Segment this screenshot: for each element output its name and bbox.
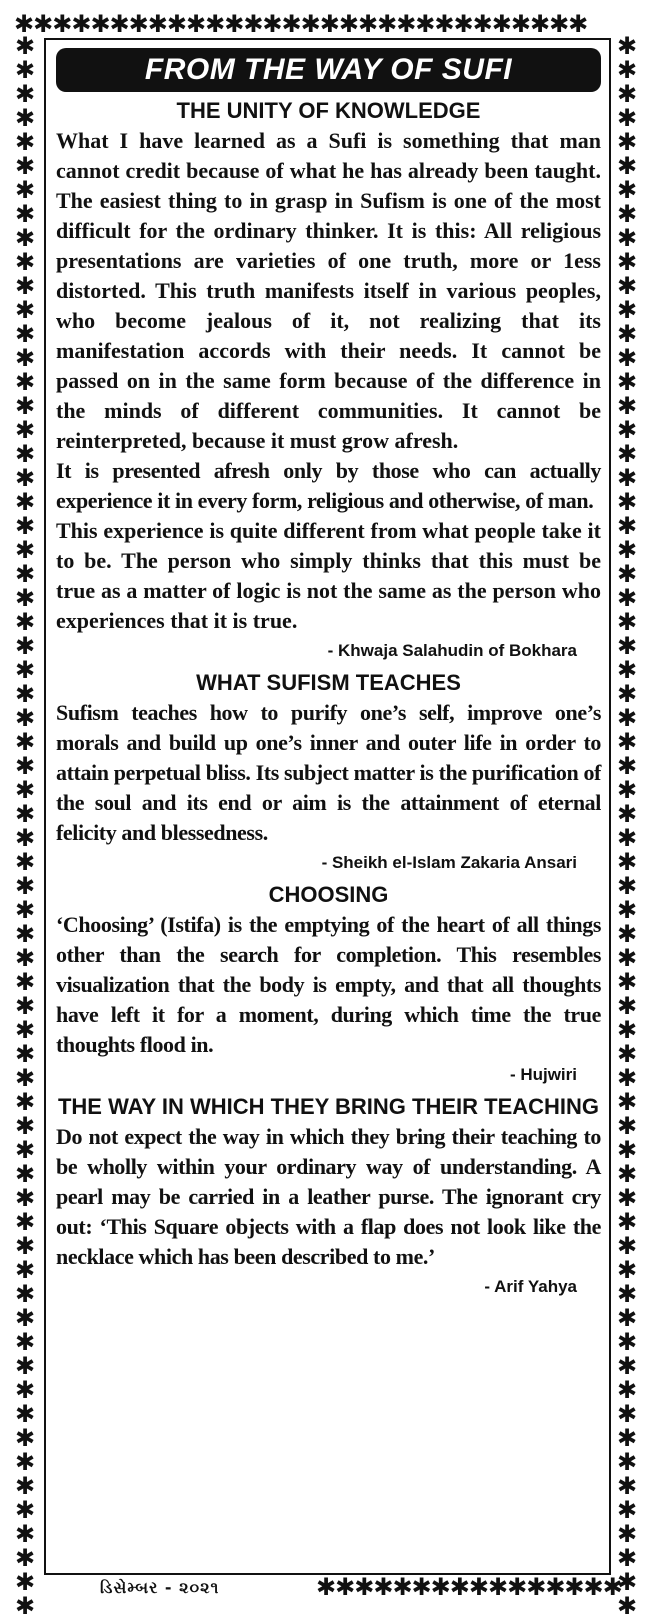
border-bottom-asterisks: ✱✱✱✱✱✱✱✱✱✱✱✱✱✱✱✱ bbox=[316, 1573, 622, 1601]
attribution: - Arif Yahya bbox=[484, 1277, 577, 1296]
section-way-they-bring-teaching bbox=[56, 1094, 601, 1300]
paragraph: It is presented afresh only by those who can actually experience it in every form, religious and otherwise, of man. bbox=[56, 458, 601, 513]
footer-date: ડિસેમ્બર - ૨૦૨૧ bbox=[100, 1578, 220, 1597]
section-heading: THE UNITY OF KNOWLEDGE bbox=[176, 98, 481, 123]
page-title-banner bbox=[56, 48, 601, 92]
attribution: - Khwaja Salahudin of Bokhara bbox=[327, 641, 577, 660]
border-right-asterisks: ✱✱✱✱✱✱✱✱✱✱✱✱✱✱✱✱✱✱✱✱✱✱✱✱✱✱✱✱✱✱✱✱✱✱✱✱✱✱✱✱✱✱✱✱✱✱✱✱✱✱✱✱✱✱✱✱✱✱✱✱✱✱✱✱✱✱ bbox=[616, 32, 638, 1620]
section-choosing bbox=[56, 882, 601, 1088]
section-heading: CHOOSING bbox=[268, 882, 389, 907]
paragraph: This experience is quite different from what people take it to be. The person who simply thinks that this must be true as a matter of logic is not the same as the person who experiences that it is true. bbox=[56, 518, 601, 633]
border-top-asterisks: ✱✱✱✱✱✱✱✱✱✱✱✱✱✱✱✱✱✱✱✱✱✱✱✱✱✱✱✱✱✱ bbox=[14, 10, 588, 38]
page-title: FROM THE WAY OF SUFI bbox=[144, 53, 513, 86]
section-what-sufism-teaches bbox=[56, 670, 601, 876]
paragraph: Sufism teaches how to purify one’s self, improve one’s morals and build up one’s inner and outer life in order to attain perpetual bliss. Its subject matter is the purification of the soul and its end or aim is the attainment of eternal felicity and blessedness. bbox=[56, 700, 601, 845]
paragraph: What I have learned as a Sufi is something that man cannot credit because of what he has already been taught. The easiest thing to in grasp in Sufism is one of the most difficult for the ordinary thinker. It is this: All religious presentations are varieties of one truth, more or 1ess distorted. This truth manifests itself in various peoples, who become jealous of it, not realizing that its manifestation accords with their needs. It cannot be passed on in the same form because of the difference in the minds of different communities. It cannot be reinterpreted, because it must grow afresh. bbox=[56, 128, 601, 453]
paragraph: ‘Choosing’ (Istifa) is the emptying of the heart of all things other than the search for completion. This resembles visualization that the body is empty, and that all thoughts have left it for a moment, during which time the true thoughts flood in. bbox=[56, 912, 601, 1057]
section-heading: WHAT SUFISM TEACHES bbox=[196, 670, 461, 695]
border-left-asterisks: ✱✱✱✱✱✱✱✱✱✱✱✱✱✱✱✱✱✱✱✱✱✱✱✱✱✱✱✱✱✱✱✱✱✱✱✱✱✱✱✱✱✱✱✱✱✱✱✱✱✱✱✱✱✱✱✱✱✱✱✱✱✱✱✱✱✱ bbox=[14, 32, 36, 1620]
attribution: - Hujwiri bbox=[509, 1065, 577, 1084]
paragraph: Do not expect the way in which they bring their teaching to be wholly within your ordinary way of understanding. A pearl may be carried in a leather purse. The ignorant cry out: ‘This Square objects with a flap does not look like the necklace which has been described to me.’ bbox=[56, 1124, 601, 1269]
article-content bbox=[56, 48, 601, 1300]
section-heading: THE WAY IN WHICH THEY BRING THEIR TEACHING bbox=[57, 1094, 600, 1119]
section-unity-of-knowledge bbox=[56, 98, 601, 664]
attribution: - Sheikh el-Islam Zakaria Ansari bbox=[321, 853, 577, 872]
